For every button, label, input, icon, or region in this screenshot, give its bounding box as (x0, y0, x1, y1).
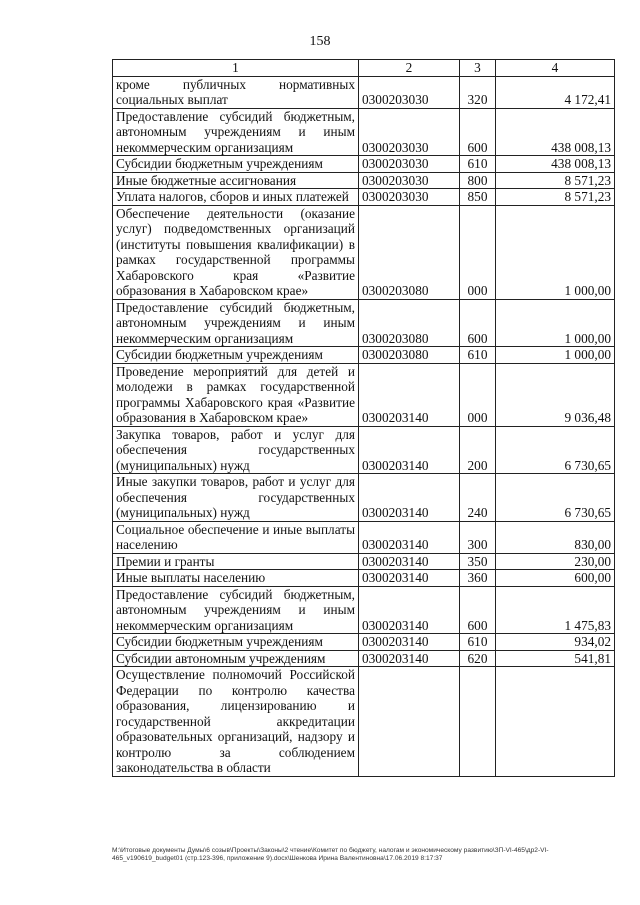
table-row (113, 553, 615, 570)
row-sum-cell: 6 730,65 (496, 426, 615, 474)
row-sum-cell: 600,00 (496, 570, 615, 587)
row-sum-cell: 830,00 (496, 521, 615, 553)
row-code-cell: 0300203140 (359, 570, 460, 587)
row-code-cell: 0300203140 (359, 363, 460, 426)
row-sum-cell: 934,02 (496, 634, 615, 651)
row-type-cell: 200 (460, 426, 496, 474)
row-name-cell: Закупка товаров, работ и услуг для обеспечения государственных (муниципальных) нужд (113, 426, 359, 474)
row-code-cell: 0300203140 (359, 650, 460, 667)
row-name-cell: Предоставление субсидий бюджетным, автономным учреждениям и иным некоммерческим организациям (113, 299, 359, 347)
header-col-3: 3 (460, 60, 496, 77)
table-row (113, 474, 615, 522)
table-row (113, 156, 615, 173)
budget-table (112, 59, 615, 777)
row-type-cell: 850 (460, 189, 496, 206)
table-row (113, 172, 615, 189)
row-name-cell: Обеспечение деятельности (оказание услуг) подведомственных организаций (институты повышения квалификации) в рамках государственной программы Хабаровского края «Развитие образования в Хабаровском крае» (113, 205, 359, 299)
row-code-cell: 0300203140 (359, 521, 460, 553)
row-type-cell: 620 (460, 650, 496, 667)
table-row (113, 650, 615, 667)
row-type-cell: 610 (460, 156, 496, 173)
row-name-cell: Иные бюджетные ассигнования (113, 172, 359, 189)
row-sum-cell: 4 172,41 (496, 76, 615, 108)
row-name-cell: Субсидии бюджетным учреждениям (113, 347, 359, 364)
row-type-cell: 610 (460, 634, 496, 651)
row-code-cell: 0300203140 (359, 586, 460, 634)
row-type-cell: 240 (460, 474, 496, 522)
table-header-row (113, 60, 615, 77)
row-sum-cell: 8 571,23 (496, 172, 615, 189)
header-col-4: 4 (496, 60, 615, 77)
row-type-cell (460, 667, 496, 777)
row-code-cell: 0300203140 (359, 474, 460, 522)
row-code-cell: 0300203140 (359, 634, 460, 651)
table-row (113, 108, 615, 156)
row-name-cell: Субсидии бюджетным учреждениям (113, 156, 359, 173)
row-code-cell: 0300203030 (359, 108, 460, 156)
row-code-cell: 0300203030 (359, 76, 460, 108)
table-row (113, 189, 615, 206)
row-type-cell: 800 (460, 172, 496, 189)
row-sum-cell: 230,00 (496, 553, 615, 570)
row-type-cell: 600 (460, 586, 496, 634)
row-name-cell: Премии и гранты (113, 553, 359, 570)
row-code-cell: 0300203140 (359, 426, 460, 474)
table-row (113, 76, 615, 108)
row-code-cell (359, 667, 460, 777)
footer-line-1: M:\Итоговые документы Думы\6 созыв\Проекты\Законы\2 чтение\Комитет по бюджету, налогам и экономическому развитию\ЗП-VI-465\др2-VI- (112, 847, 549, 854)
row-sum-cell (496, 667, 615, 777)
row-sum-cell: 6 730,65 (496, 474, 615, 522)
table-row (113, 347, 615, 364)
row-type-cell: 320 (460, 76, 496, 108)
row-name-cell: Предоставление субсидий бюджетным, автономным учреждениям и иным некоммерческим организациям (113, 586, 359, 634)
row-type-cell: 000 (460, 363, 496, 426)
row-sum-cell: 1 475,83 (496, 586, 615, 634)
row-code-cell: 0300203080 (359, 205, 460, 299)
table-row (113, 570, 615, 587)
table-row (113, 586, 615, 634)
table-row (113, 521, 615, 553)
row-type-cell: 600 (460, 299, 496, 347)
file-path-footer (112, 847, 622, 863)
row-sum-cell: 1 000,00 (496, 347, 615, 364)
page-number: 158 (309, 34, 331, 49)
row-name-cell: Предоставление субсидий бюджетным, автономным учреждениям и иным некоммерческим организациям (113, 108, 359, 156)
row-name-cell: Проведение мероприятий для детей и молодежи в рамках государственной программы Хабаровского края «Развитие образования в Хабаровском крае» (113, 363, 359, 426)
row-type-cell: 000 (460, 205, 496, 299)
row-name-cell: Субсидии бюджетным учреждениям (113, 634, 359, 651)
header-col-1: 1 (113, 60, 359, 77)
row-type-cell: 350 (460, 553, 496, 570)
row-sum-cell: 1 000,00 (496, 205, 615, 299)
table-row (113, 634, 615, 651)
row-code-cell: 0300203030 (359, 156, 460, 173)
table-row (113, 299, 615, 347)
table-row (113, 205, 615, 299)
row-name-cell: Уплата налогов, сборов и иных платежей (113, 189, 359, 206)
row-name-cell: Субсидии автономным учреждениям (113, 650, 359, 667)
row-name-cell: Иные закупки товаров, работ и услуг для обеспечения государственных (муниципальных) нужд (113, 474, 359, 522)
row-name-cell: Осуществление полномочий Российской Федерации по контролю качества образования, лицензированию и государственной аккредитации образовательных организаций, надзору и контролю за соблюдением законодательства в области (113, 667, 359, 777)
row-code-cell: 0300203030 (359, 172, 460, 189)
row-sum-cell: 8 571,23 (496, 189, 615, 206)
table-row (113, 426, 615, 474)
row-type-cell: 610 (460, 347, 496, 364)
table-row (113, 363, 615, 426)
row-name-cell: Социальное обеспечение и иные выплаты населению (113, 521, 359, 553)
row-code-cell: 0300203030 (359, 189, 460, 206)
row-code-cell: 0300203080 (359, 347, 460, 364)
row-code-cell: 0300203080 (359, 299, 460, 347)
row-sum-cell: 438 008,13 (496, 108, 615, 156)
row-type-cell: 300 (460, 521, 496, 553)
row-name-cell: кроме публичных нормативных социальных выплат (113, 76, 359, 108)
row-sum-cell: 541,81 (496, 650, 615, 667)
row-sum-cell: 438 008,13 (496, 156, 615, 173)
row-type-cell: 600 (460, 108, 496, 156)
footer-line-2: 465_v190619_budget01 (стр.123-396, приложение 9).docx\Шенкова Ирина Валентиновна\17.06.2019 8:17:37 (112, 855, 443, 862)
row-type-cell: 360 (460, 570, 496, 587)
header-col-2: 2 (359, 60, 460, 77)
row-sum-cell: 9 036,48 (496, 363, 615, 426)
table-row (113, 667, 615, 777)
row-name-cell: Иные выплаты населению (113, 570, 359, 587)
row-code-cell: 0300203140 (359, 553, 460, 570)
row-sum-cell: 1 000,00 (496, 299, 615, 347)
